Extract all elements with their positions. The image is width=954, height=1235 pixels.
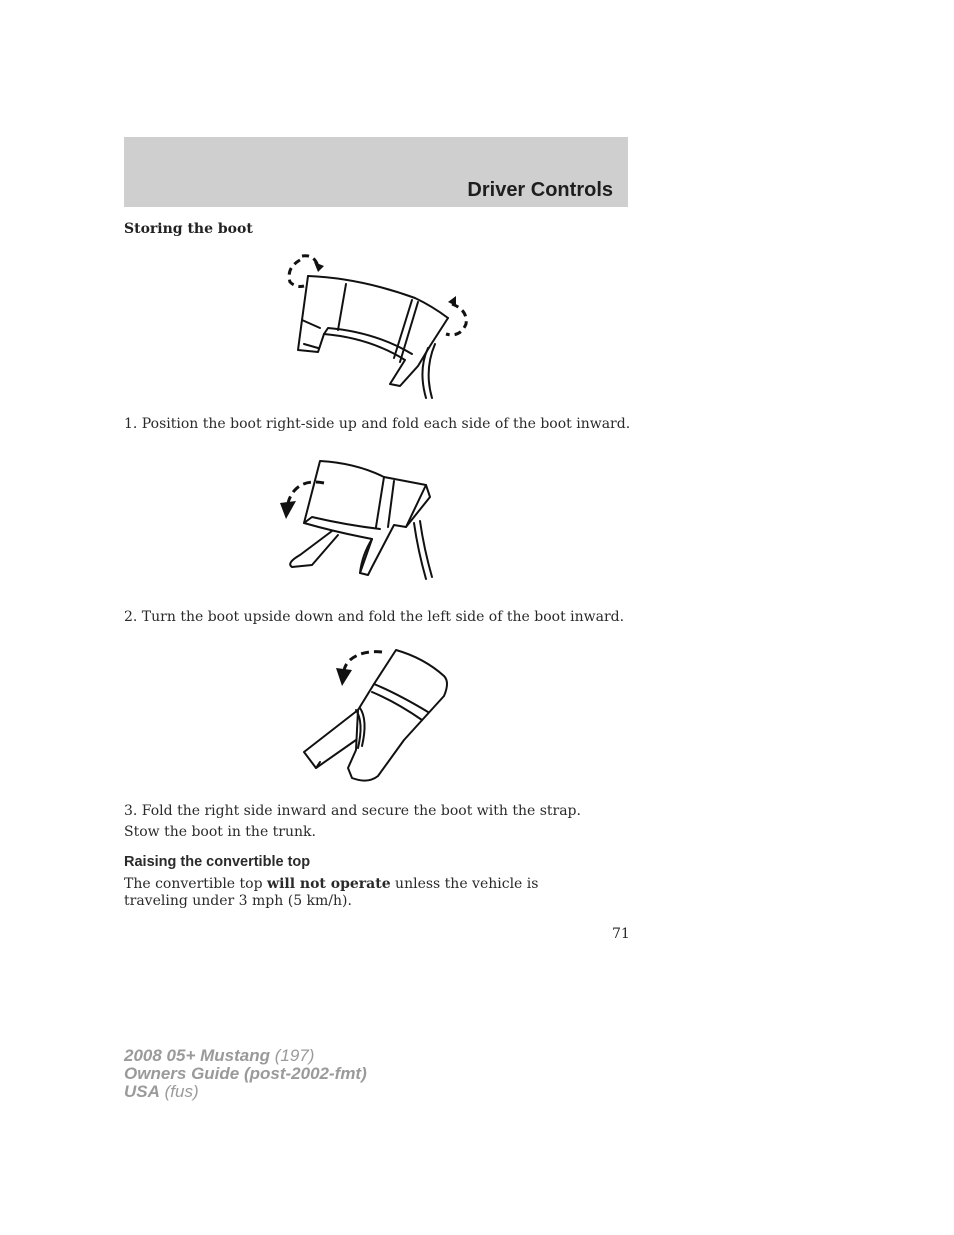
boot-fold-illustration-2 <box>276 455 446 585</box>
header-bar <box>124 137 628 207</box>
section-heading: Storing the boot <box>124 221 253 237</box>
raising-text-after: unless the vehicle is traveling under 3 mph (5 km/h). <box>124 876 539 909</box>
step-2-text: 2. Turn the boot upside down and fold the left side of the boot inward. <box>124 609 625 625</box>
document-footer <box>124 1047 367 1101</box>
raising-top-heading: Raising the convertible top <box>124 854 311 870</box>
raising-text-bold: will not operate <box>267 876 391 892</box>
footer-guide: Owners Guide (post-2002-fmt) <box>124 1064 367 1083</box>
step-3-text: 3. Fold the right side inward and secure the boot with the strap. <box>124 803 581 819</box>
footer-market-code: (fus) <box>159 1082 199 1101</box>
page-number: 71 <box>612 926 630 942</box>
footer-line-2 <box>124 1065 367 1083</box>
footer-model: 2008 05+ Mustang <box>124 1046 270 1065</box>
boot-fold-illustration-1 <box>280 248 480 408</box>
footer-line-3 <box>124 1083 367 1101</box>
footer-market: USA <box>124 1082 160 1101</box>
footer-model-code: (197) <box>270 1046 315 1065</box>
step-1-text: 1. Position the boot right-side up and fold each side of the boot inward. <box>124 416 631 432</box>
page-title: Driver Controls <box>467 179 613 201</box>
raising-top-paragraph <box>124 876 604 910</box>
stow-instruction-text: Stow the boot in the trunk. <box>124 824 316 840</box>
raising-text-before: The convertible top <box>124 876 268 892</box>
footer-line-1 <box>124 1047 367 1065</box>
boot-fold-illustration-3 <box>298 644 458 788</box>
